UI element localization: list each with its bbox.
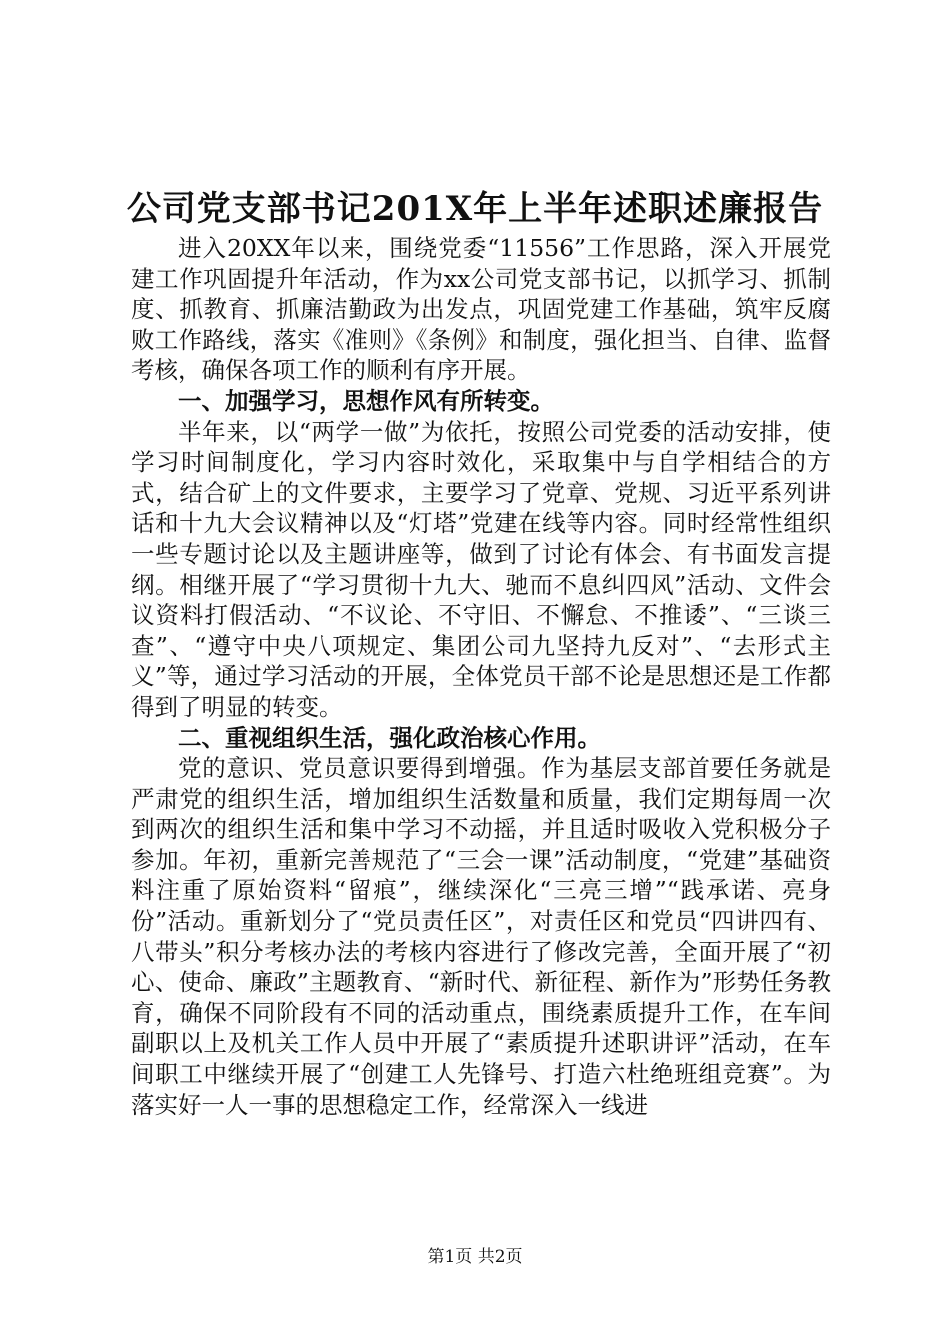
section-heading-2: 二、重视组织生活，强化政治核心作用。 — [178, 723, 601, 752]
document-title: 公司党支部书记201X年上半年述职述廉报告 — [126, 189, 824, 229]
intro-paragraph: 进入20XX年以来，围绕党委“11556”工作思路，深入开展党建工作巩固提升年活动，作为xx公司党支部书记，以抓学习、抓制度、抓教育、抓廉洁勤政为出发点，巩固党建工作基础，筑牢反腐败工作路线，落实《准则》《条例》和制度，强化担当、自律、监督考核，确保各项工作的顺利有序开展。 — [131, 234, 831, 385]
document-body — [131, 233, 831, 1120]
page-footer: 第1页 共2页 — [427, 1247, 523, 1267]
section-1-paragraph: 半年来，以“两学一做”为依托，按照公司党委的活动安排，使学习时间制度化，学习内容时效化，采取集中与自学相结合的方式，结合矿上的文件要求，主要学习了党章、党规、习近平系列讲话和十九大会议精神以及“灯塔”党建在线等内容。同时经常性组织一些专题讨论以及主题讲座等，做到了讨论有体会、有书面发言提纲。相继开展了“学习贯彻十九大、驰而不息纠四风”活动、文件会议资料打假活动、“不议论、不守旧、不懈怠、不推诿”、“三谈三查”、“遵守中央八项规定、集团公司九坚持九反对”、“去形式主义”等，通过学习活动的开展，全体党员干部不论是思想还是工作都得到了明显的转变。 — [131, 417, 831, 721]
section-heading-1: 一、加强学习，思想作风有所转变。 — [178, 386, 554, 415]
section-2-paragraph: 党的意识、党员意识要得到增强。作为基层支部首要任务就是严肃党的组织生活，增加组织生活数量和质量，我们定期每周一次到两次的组织生活和集中学习不动摇，并且适时吸收入党积极分子参加。年初，重新完善规范了“三会一课”活动制度，“党建”基础资料注重了原始资料“留痕”，继续深化“三亮三增”“践承诺、亮身份”活动。重新划分了“党员责任区”，对责任区和党员“四讲四有、八带头”积分考核办法的考核内容进行了修改完善，全面开展了“初心、使命、廉政”主题教育、“新时代、新征程、新作为”形势任务教育，确保不同阶段有不同的活动重点，围绕素质提升工作，在车间副职以上及机关工作人员中开展了“素质提升述职讲评”活动，在车间职工中继续开展了“创建工人先锋号、打造六杜绝班组竞赛”。为落实好一人一事的思想稳定工作，经常深入一线进 — [131, 754, 831, 1119]
